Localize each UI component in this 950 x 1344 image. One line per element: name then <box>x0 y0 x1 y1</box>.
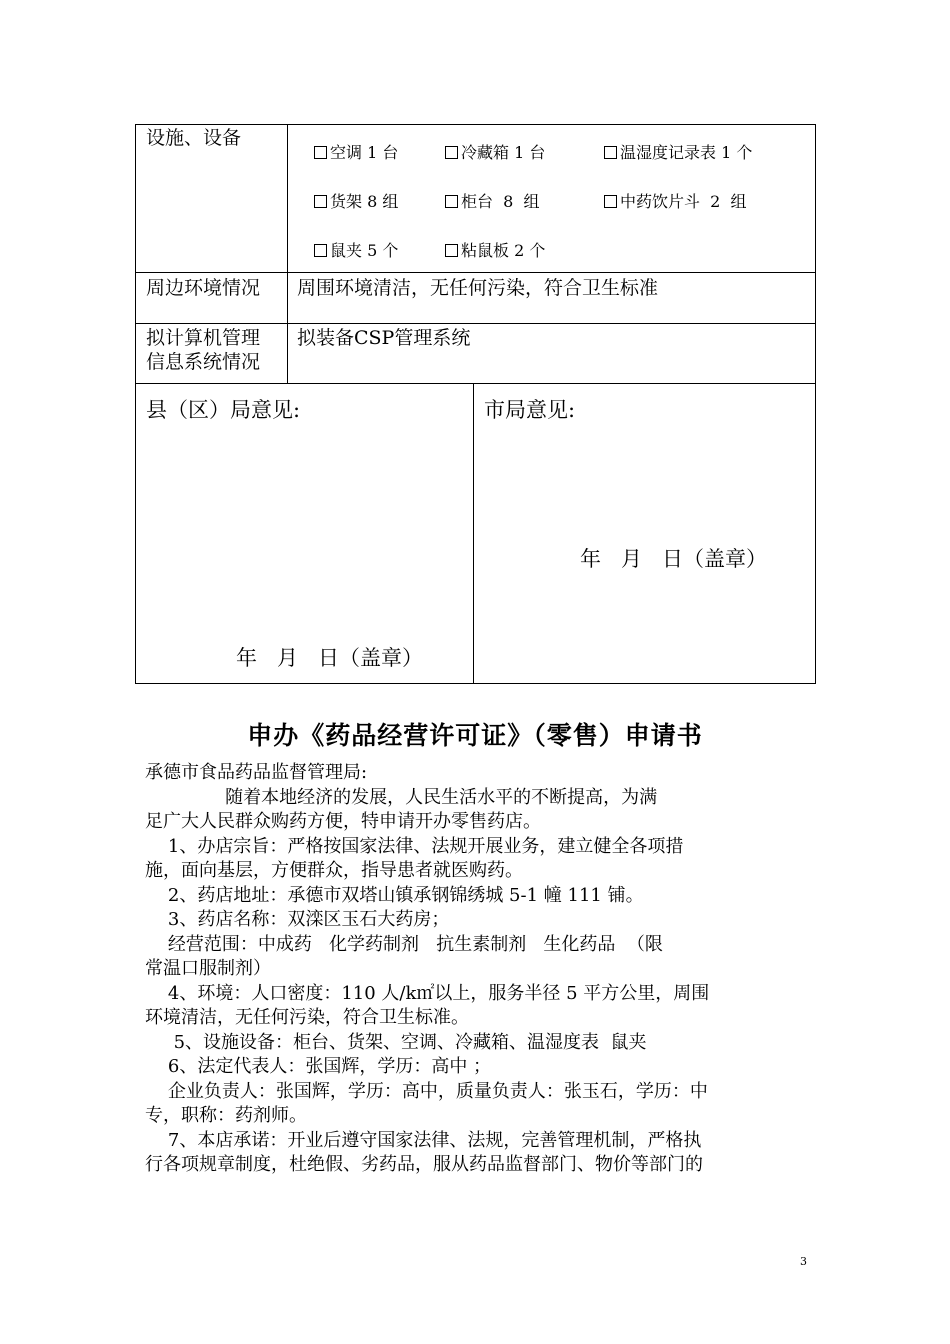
checkbox-item[interactable]: 柜台 8 组 <box>445 192 540 212</box>
letter-line: 承德市食品药品监督管理局: <box>145 762 368 783</box>
facilities-label: 设施、设备 <box>146 127 242 149</box>
table-row-divider <box>135 383 816 384</box>
checkbox-item[interactable]: 鼠夹 5 个 <box>314 241 398 261</box>
table-border-left <box>135 124 136 684</box>
letter-line: 5、设施设备：柜台、货架、空调、冷藏箱、温湿度表 鼠夹 <box>145 1031 647 1053</box>
county-date-stamp: 年 月 日（盖章） <box>236 646 424 670</box>
computer-label-line1: 拟计算机管理 <box>146 327 261 349</box>
letter-line: 4、环境：人口密度：110 人/k㎡以上，服务半径 5 平方公里，周围 <box>145 982 710 1004</box>
letter-line: 1、办店宗旨：严格按国家法律、法规开展业务，建立健全各项措 <box>145 835 684 857</box>
table-border-right <box>815 124 816 684</box>
letter-line: 随着本地经济的发展，人民生活水平的不断提高，为满 <box>145 786 658 808</box>
checkbox-icon[interactable] <box>314 244 327 257</box>
checkbox-item[interactable]: 温湿度记录表 1 个 <box>604 143 752 163</box>
checkbox-icon[interactable] <box>604 146 617 159</box>
letter-body <box>145 761 805 1178</box>
table-column-divider <box>287 124 288 384</box>
checkbox-item[interactable]: 中药饮片斗 2 组 <box>604 192 747 212</box>
checkbox-icon[interactable] <box>445 146 458 159</box>
checkbox-icon[interactable] <box>445 244 458 257</box>
checkbox-icon[interactable] <box>445 195 458 208</box>
computer-label-line2: 信息系统情况 <box>146 351 261 373</box>
page-title: 申办《药品经营许可证》（零售）申请书 <box>247 721 703 750</box>
letter-line: 足广大人民群众购药方便，特申请开办零售药店。 <box>145 811 541 832</box>
checkbox-icon[interactable] <box>314 146 327 159</box>
opinion-column-divider <box>473 383 474 684</box>
checkbox-icon[interactable] <box>604 195 617 208</box>
city-date-stamp: 年 月 日（盖章） <box>580 547 768 571</box>
table-row-divider <box>135 323 816 324</box>
letter-line: 7、本店承诺：开业后遵守国家法律、法规，完善管理机制，严格执 <box>145 1129 702 1151</box>
letter-line: 常温口服制剂） <box>145 958 271 979</box>
county-opinion-label: 县（区）局意见: <box>146 398 301 422</box>
letter-line: 经营范围：中成药 化学药制剂 抗生素制剂 生化药品 （限 <box>145 933 663 955</box>
table-row-divider <box>135 272 816 273</box>
table-border-top <box>135 124 816 125</box>
checkbox-item[interactable]: 粘鼠板 2 个 <box>445 241 545 261</box>
page-number: 3 <box>800 1255 807 1268</box>
checkbox-item[interactable]: 货架 8 组 <box>314 192 398 212</box>
table-border-bottom <box>135 683 816 684</box>
city-opinion-label: 市局意见: <box>484 398 576 422</box>
letter-line: 2、药店地址：承德市双塔山镇承钢锦绣城 5-1 幢 111 铺。 <box>145 884 644 906</box>
letter-line: 3、药店名称：双滦区玉石大药房； <box>145 909 450 930</box>
letter-line: 行各项规章制度，杜绝假、劣药品，服从药品监督部门、物价等部门的 <box>145 1154 703 1175</box>
letter-line: 施，面向基层，方便群众，指导患者就医购药。 <box>145 860 523 881</box>
computer-value: 拟装备CSP管理系统 <box>297 327 471 349</box>
letter-line: 专，职称：药剂师。 <box>145 1105 307 1126</box>
environment-value: 周围环境清洁，无任何污染，符合卫生标准 <box>297 277 659 299</box>
letter-line: 环境清洁，无任何污染，符合卫生标准。 <box>145 1007 469 1028</box>
checkbox-item[interactable]: 冷藏箱 1 台 <box>445 143 545 163</box>
checkbox-icon[interactable] <box>314 195 327 208</box>
letter-line: 6、法定代表人：张国辉，学历：高中 ； <box>145 1056 492 1077</box>
checkbox-item[interactable]: 空调 1 台 <box>314 143 398 163</box>
environment-label: 周边环境情况 <box>146 277 261 299</box>
letter-line: 企业负责人：张国辉，学历：高中，质量负责人：张玉石，学历：中 <box>145 1080 708 1102</box>
